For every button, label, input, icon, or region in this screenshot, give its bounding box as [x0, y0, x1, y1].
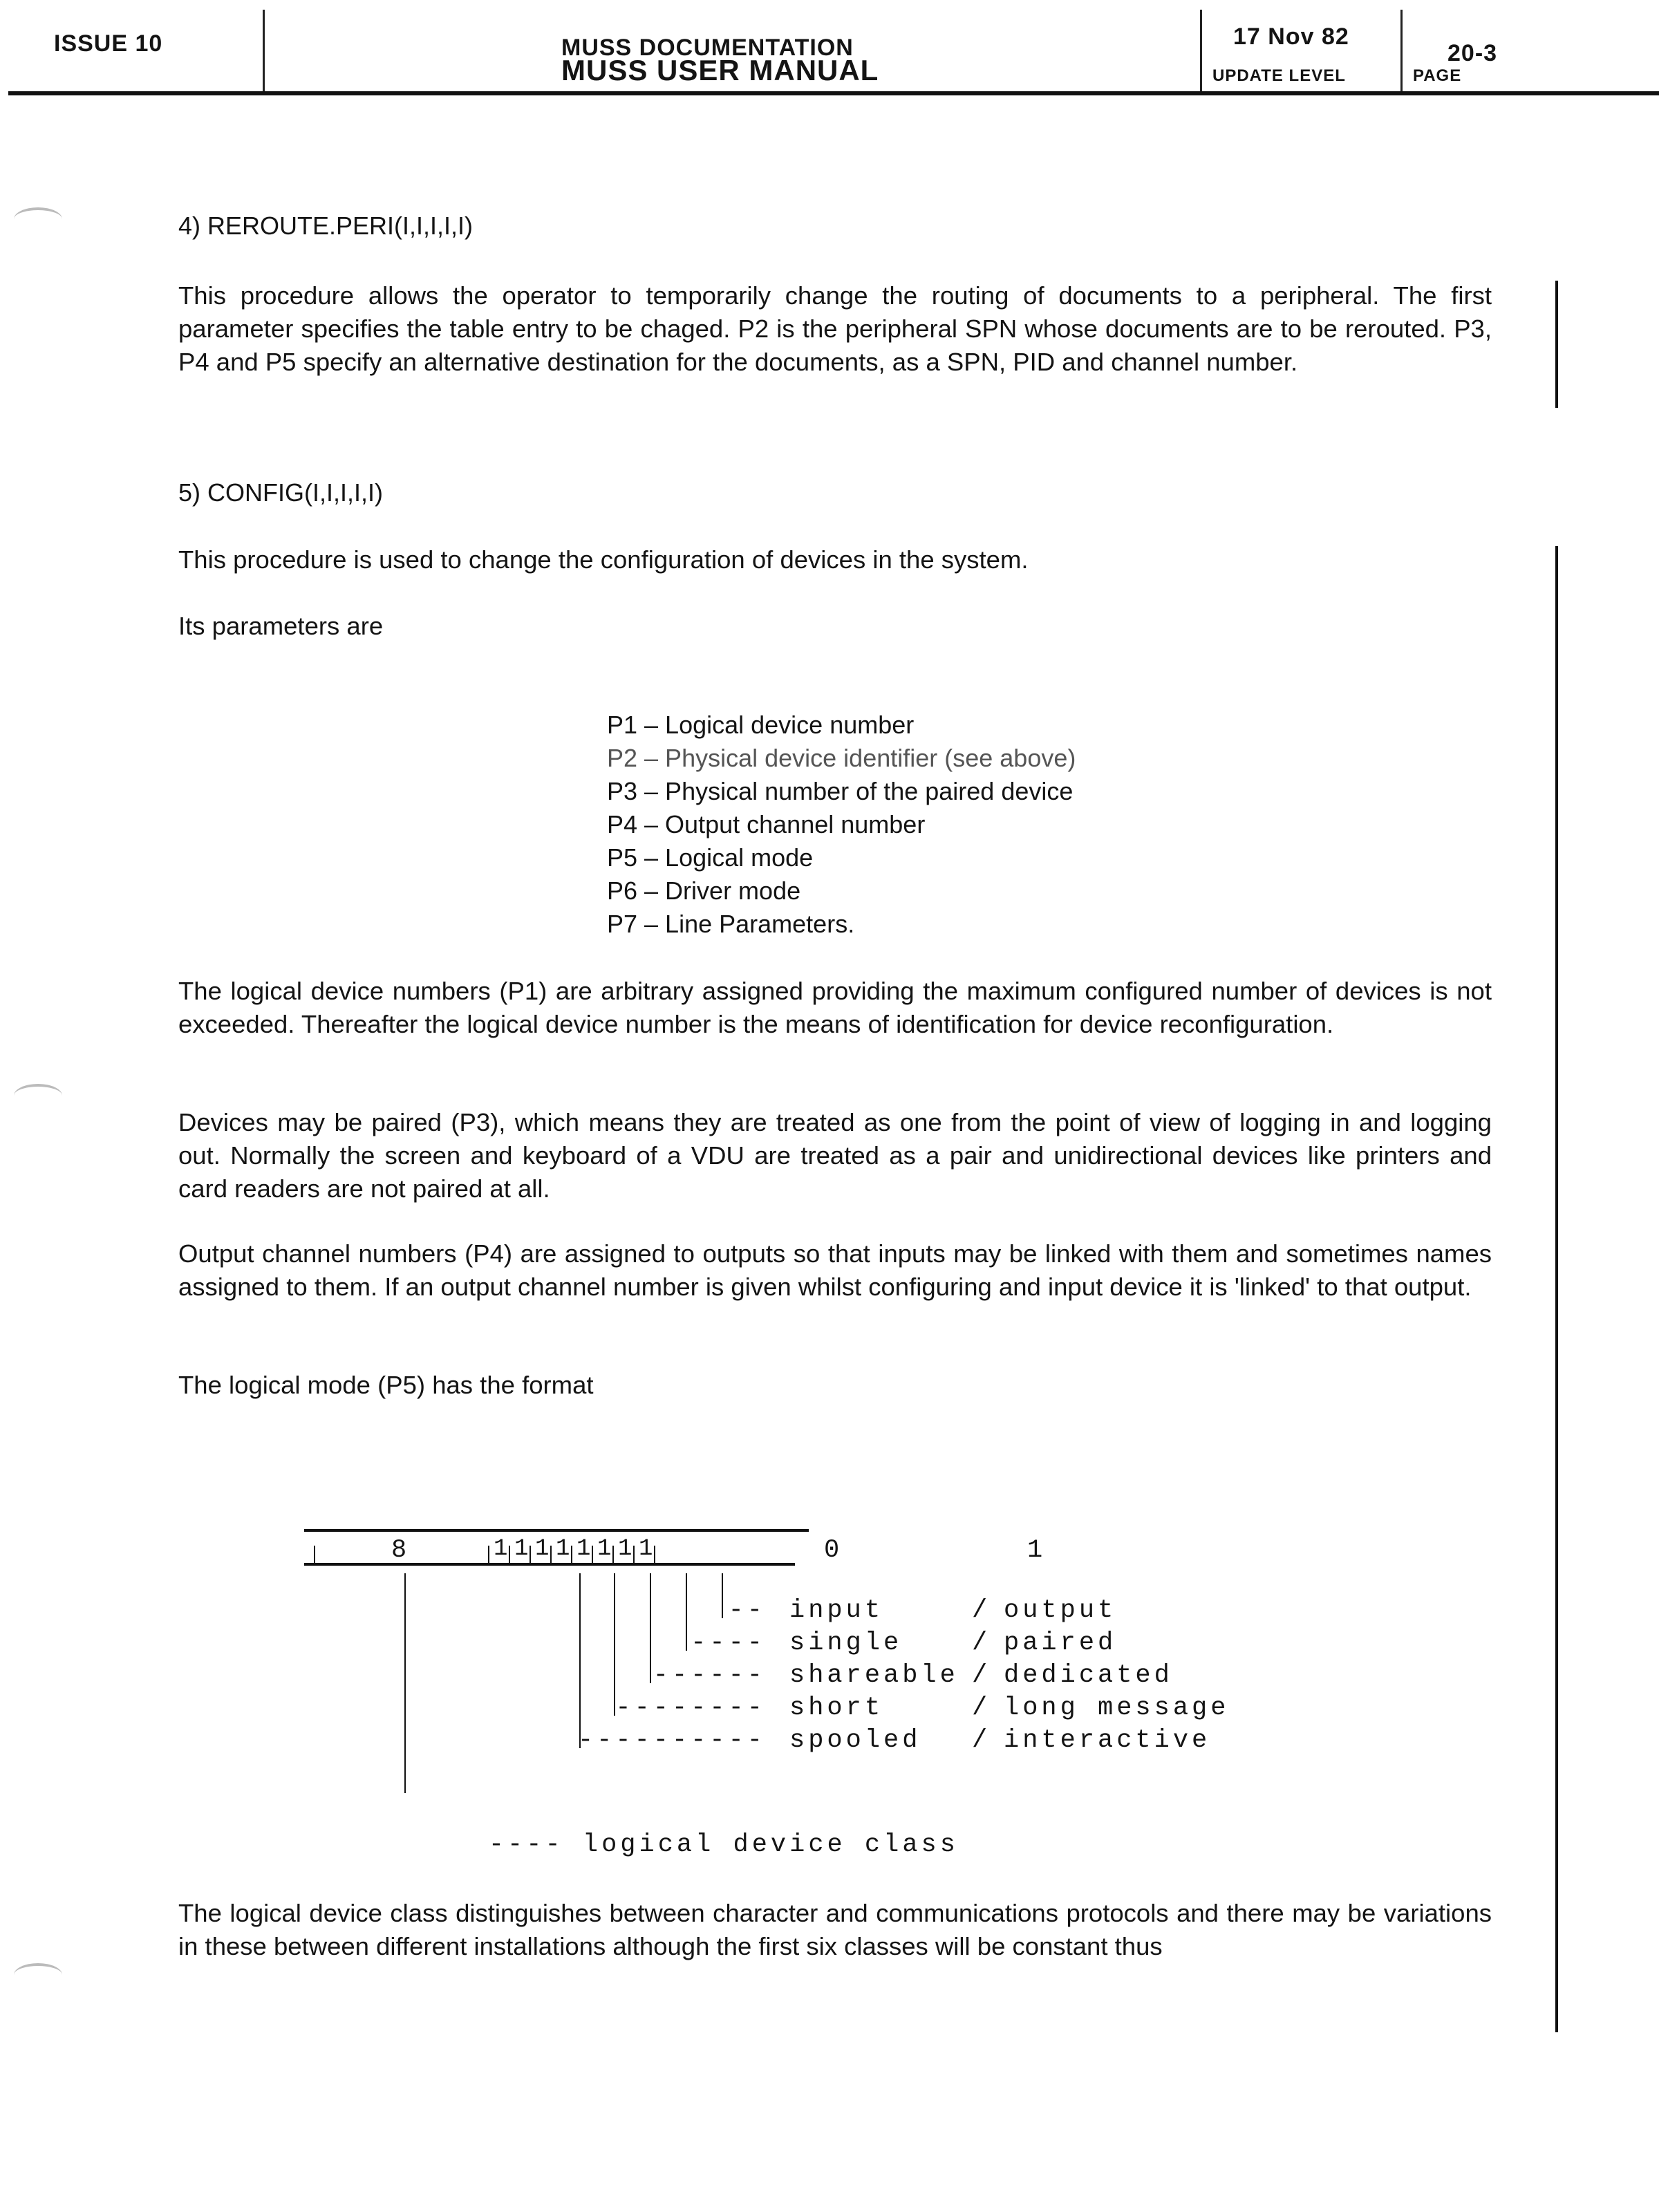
punch-hole-mark: [14, 1963, 62, 1987]
paragraph: The logical device class distinguishes between character and communications protocols and there may be variations in these between different installations although the first six classes will be constant thus: [178, 1899, 1492, 1960]
punch-hole-mark: [14, 207, 62, 231]
flag-separator: /: [972, 1661, 991, 1690]
page-label: PAGE: [1413, 66, 1462, 85]
flag-zero-meaning: shareable: [789, 1661, 959, 1690]
flag-dashes: ----------: [577, 1726, 766, 1755]
register-bottom-rule: [304, 1563, 795, 1566]
value-zero-label: 0: [824, 1536, 840, 1565]
flag-separator: /: [972, 1596, 991, 1625]
bit-cell-divider: [633, 1546, 635, 1565]
issue-number: ISSUE 10: [54, 30, 163, 57]
change-bar: [1555, 281, 1558, 408]
class-field-value: 8: [391, 1536, 407, 1565]
flag-zero-meaning: input: [789, 1596, 884, 1625]
bit-cell-divider: [509, 1546, 510, 1565]
flag-row: [0, 1726, 766, 1755]
flag-dashes: ------: [653, 1661, 766, 1690]
device-class-paragraph: [178, 1897, 1492, 1963]
parameter-list: [607, 709, 1076, 941]
flag-one-meaning: long message: [1004, 1694, 1230, 1723]
flag-row: [0, 1661, 766, 1690]
change-bar: [1555, 546, 1558, 2032]
parameter-item: P4 – Output channel number: [607, 810, 926, 838]
paragraph: Devices may be paired (P3), which means they are treated as one from the point of view of logging in and logging out. Normally the screen and keyboard of a VDU are treated as a pair and unidirectional devices like printers and card readers are not paired at all.: [178, 1108, 1492, 1203]
bit-value: 1: [556, 1536, 570, 1562]
bit-cell-divider: [571, 1546, 572, 1565]
header-divider: [1400, 10, 1403, 93]
flag-row: [0, 1596, 766, 1625]
flag-separator: /: [972, 1629, 991, 1658]
bit-value: 1: [639, 1536, 653, 1562]
punch-hole-mark: [14, 1084, 62, 1107]
bit-cell-divider: [529, 1546, 531, 1565]
paragraph: The logical mode (P5) has the format: [178, 1371, 594, 1399]
update-level-label: UPDATE LEVEL: [1212, 66, 1346, 85]
bit-value: 1: [577, 1536, 591, 1562]
section-heading-config: 5) CONFIG(I,I,I,I,I): [178, 478, 383, 507]
page-number: 20-3: [1447, 40, 1498, 66]
document-title: MUSS DOCUMENTATION: [561, 35, 854, 61]
register-divider: [314, 1546, 315, 1565]
paragraph: This procedure allows the operator to temporarily change the routing of documents to a peripheral. The first parameter specifies the table entry to be chaged. P2 is the peripheral SPN whose documents are to be rerouted. P3, P4 and P5 specify an alternative destination for the documents, as a SPN, PID and channel number.: [178, 281, 1492, 376]
header-rule: [8, 91, 1659, 95]
bit-cell-divider: [654, 1546, 655, 1565]
parameters-intro: [178, 610, 1492, 643]
flag-one-meaning: paired: [1004, 1629, 1117, 1658]
paragraph: Its parameters are: [178, 612, 384, 640]
bit-cell-divider: [592, 1546, 593, 1565]
register-top-rule: [304, 1529, 809, 1532]
flag-one-meaning: dedicated: [1004, 1661, 1173, 1690]
parameter-item: P6 – Driver mode: [607, 877, 801, 905]
reroute-description: [178, 279, 1492, 379]
parameter-item: P7 – Line Parameters.: [607, 910, 855, 938]
section-heading-reroute-peri: 4) REROUTE.PERI(I,I,I,I,I): [178, 212, 474, 240]
flag-separator: /: [972, 1726, 991, 1755]
logical-device-paragraph: [178, 975, 1492, 1041]
bit-cell-divider: [488, 1546, 489, 1565]
class-label: logical device class: [582, 1830, 959, 1859]
class-legend: [413, 1801, 959, 1888]
flag-zero-meaning: spooled: [789, 1726, 921, 1755]
update-date: 17 Nov 82: [1233, 24, 1349, 50]
document-subtitle: MUSS USER MANUAL: [561, 54, 879, 86]
flag-zero-meaning: single: [789, 1629, 903, 1658]
bit-value: 1: [514, 1536, 529, 1562]
paragraph: This procedure is used to change the configuration of devices in the system.: [178, 545, 1029, 574]
bit-value: 1: [535, 1536, 550, 1562]
flag-dashes: --: [728, 1596, 766, 1625]
legend-dashes: ----: [488, 1830, 564, 1859]
parameter-item: P5 – Logical mode: [607, 843, 814, 872]
config-description: [178, 543, 1492, 577]
bit-cell-divider: [612, 1546, 614, 1565]
flag-separator: /: [972, 1694, 991, 1723]
parameter-item: P1 – Logical device number: [607, 711, 915, 739]
bit-value: 1: [494, 1536, 508, 1562]
paragraph: Output channel numbers (P4) are assigned to outputs so that inputs may be linked with them and sometimes names assigned to them. If an output channel number is given whilst configuring and input device it is 'linked' to that output.: [178, 1239, 1492, 1301]
flag-dashes: ----: [691, 1629, 766, 1658]
flag-row: [0, 1629, 766, 1658]
flag-row: [0, 1694, 766, 1723]
paragraph: The logical device numbers (P1) are arbitrary assigned providing the maximum configured number of devices is not exceeded. Thereafter the logical device number is the means of identification for device reconfiguration.: [178, 977, 1492, 1038]
output-channel-paragraph: [178, 1237, 1492, 1304]
parameter-item: P2 – Physical device identifier (see above): [607, 744, 1076, 772]
flag-dashes: --------: [615, 1694, 766, 1723]
header-divider: [263, 10, 265, 93]
bit-value: 1: [618, 1536, 632, 1562]
flag-one-meaning: interactive: [1004, 1726, 1211, 1755]
bit-cell-divider: [550, 1546, 552, 1565]
parameter-item: P3 – Physical number of the paired device: [607, 777, 1074, 805]
flag-zero-meaning: short: [789, 1694, 884, 1723]
pairing-paragraph: [178, 1106, 1492, 1206]
bit-value: 1: [597, 1536, 612, 1562]
value-one-label: 1: [1027, 1536, 1043, 1565]
header-divider: [1200, 10, 1202, 93]
flag-one-meaning: output: [1004, 1596, 1117, 1625]
logical-mode-intro: [178, 1369, 1492, 1402]
